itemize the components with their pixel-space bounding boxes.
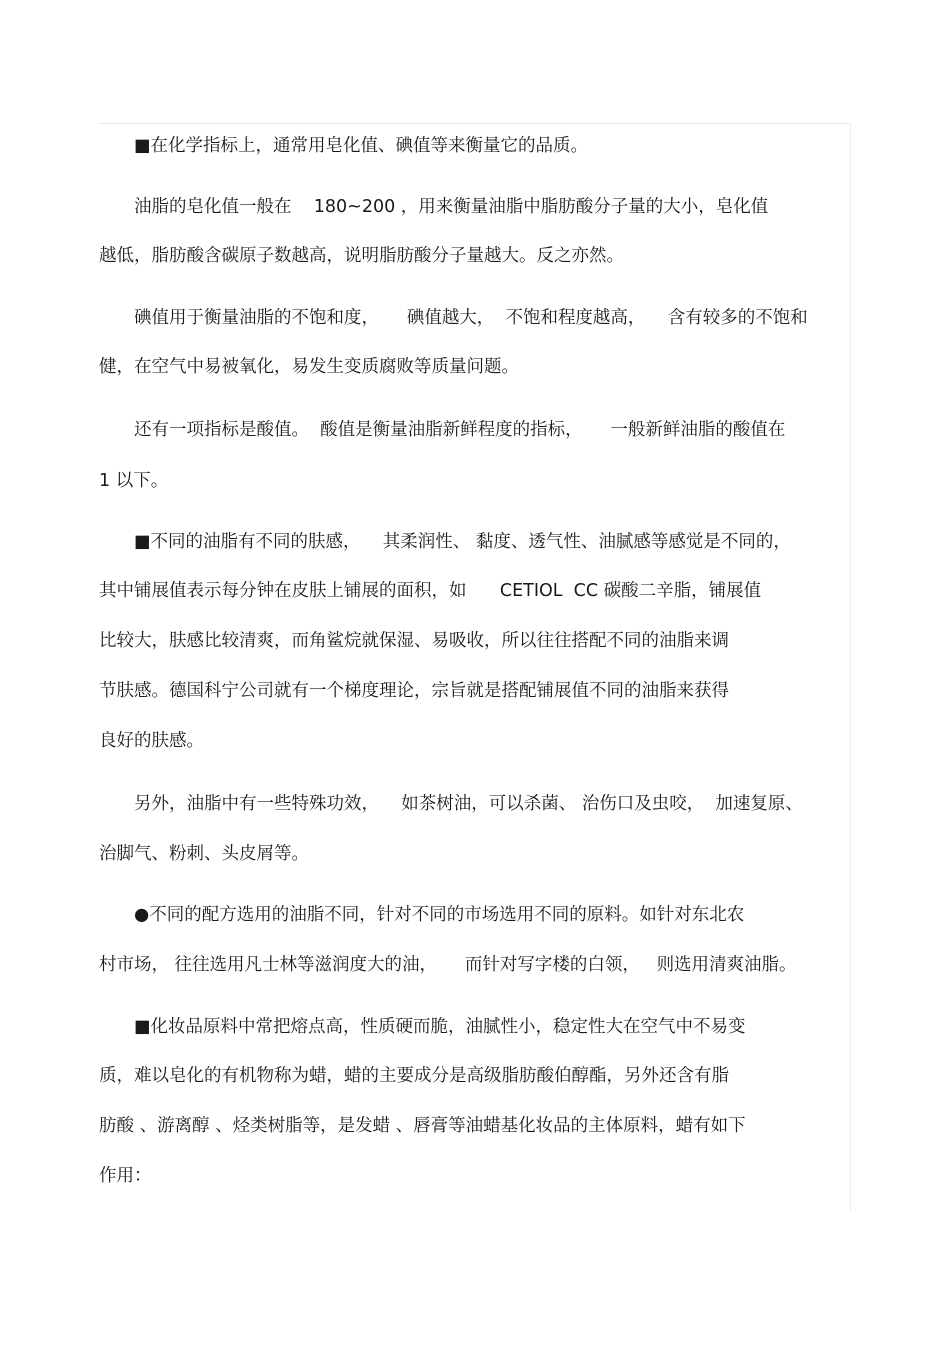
- paragraph-line: 肪酸 、游离醇 、烃类树脂等，是发蜡 、唇膏等油蜡基化妆品的主体原料，蜡有如下: [99, 1116, 746, 1136]
- paragraph-line: 质，难以皂化的有机物称为蜡，蜡的主要成分是高级脂肪酸伯醇酯，另外还含有脂: [99, 1066, 729, 1086]
- paragraph-line: ■化妆品原料中常把熔点高，性质硬而脆，油腻性小，稳定性大在空气中不易变: [134, 1017, 746, 1037]
- paragraph-line: ■在化学指标上，通常用皂化值、碘值等来衡量它的品质。: [134, 136, 589, 156]
- paragraph-line: 油脂的皂化值一般在 180~200 ，用来衡量油脂中脂肪酸分子量的大小，皂化值: [134, 197, 769, 217]
- paragraph-line: 良好的肤感。: [99, 731, 204, 751]
- paragraph-line: 作用：: [99, 1166, 152, 1186]
- paragraph-line: 另外，油脂中有一些特殊功效， 如茶树油，可以杀菌、 治伤口及虫咬， 加速复原、: [134, 794, 803, 814]
- paragraph-line: 还有一项指标是酸值。 酸值是衡量油脂新鲜程度的指标， 一般新鲜油脂的酸值在: [134, 420, 786, 440]
- paragraph-line: 比较大，肤感比较清爽，而角鲨烷就保湿、易吸收，所以往往搭配不同的油脂来调: [99, 631, 729, 651]
- paragraph-line: 村市场， 往往选用凡士林等滋润度大的油， 而针对写字楼的白领， 则选用清爽油脂。: [99, 955, 797, 975]
- paragraph-line: 碘值用于衡量油脂的不饱和度， 碘值越大， 不饱和程度越高， 含有较多的不饱和: [134, 308, 808, 328]
- paragraph-line: ■不同的油脂有不同的肤感， 其柔润性、 黏度、透气性、油腻感等感觉是不同的，: [134, 532, 791, 552]
- paragraph-line: 健，在空气中易被氧化，易发生变质腐败等质量问题。: [99, 357, 519, 377]
- paragraph-line: ●不同的配方选用的油脂不同，针对不同的市场选用不同的原料。如针对东北农: [134, 905, 745, 925]
- paragraph-line: 越低，脂肪酸含碳原子数越高，说明脂肪酸分子量越大。反之亦然。: [99, 246, 624, 266]
- paragraph-line: 1 以下。: [99, 471, 169, 491]
- paragraph-line: 其中铺展值表示每分钟在皮肤上铺展的面积，如 CETIOL CC 碳酸二辛脂，铺展值: [99, 581, 762, 601]
- paragraph-line: 治脚气、粉刺、头皮屑等。: [99, 844, 309, 864]
- page-frame: [98, 123, 851, 1211]
- paragraph-line: 节肤感。德国科宁公司就有一个梯度理论，宗旨就是搭配铺展值不同的油脂来获得: [99, 681, 729, 701]
